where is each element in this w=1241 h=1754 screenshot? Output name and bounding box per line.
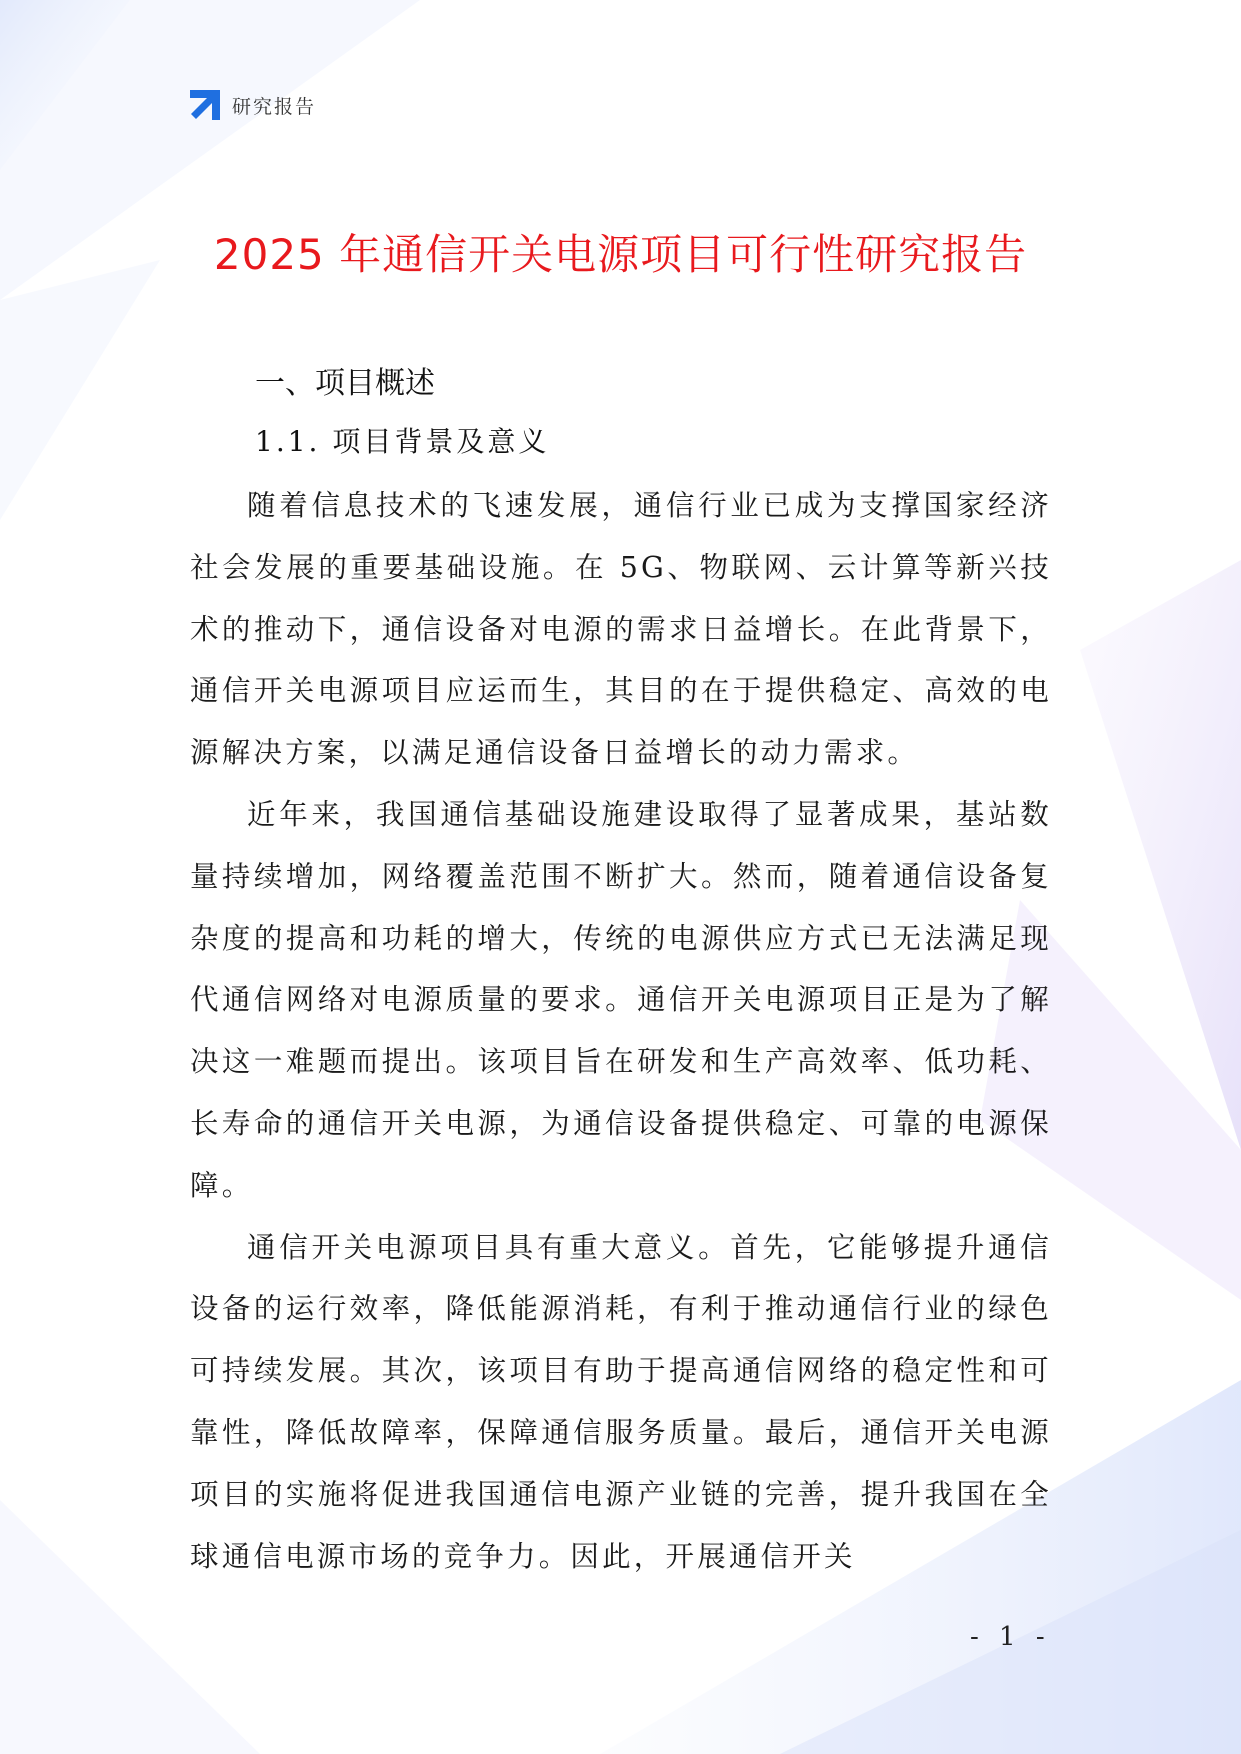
paragraph: 随着信息技术的飞速发展，通信行业已成为支撑国家经济社会发展的重要基础设施。在 5G、物联网、云计算等新兴技术的推动下，通信设备对电源的需求日益增长。在此背景下，通信开关电源项目应运而生，其目的在于提供稳定、高效的电源解决方案，以满足通信设备日益增长的动力需求。 (190, 489, 1052, 770)
subsection-heading: 1.1. 项目背景及意义 (255, 425, 550, 458)
document-title: 2025 年通信开关电源项目可行性研究报告 (213, 230, 1028, 279)
arrow-logo-icon (188, 88, 222, 122)
paragraph: 近年来，我国通信基础设施建设取得了显著成果，基站数量持续增加，网络覆盖范围不断扩大。然而，随着通信设备复杂度的提高和功耗的增大，传统的电源供应方式已无法满足现代通信网络对电源质量的要求。通信开关电源项目正是为了解决这一难题而提出。该项目旨在研发和生产高效率、低功耗、长寿命的通信开关电源，为通信设备提供稳定、可靠的电源保障。 (190, 797, 1052, 1202)
paragraph: 通信开关电源项目具有重大意义。首先，它能够提升通信设备的运行效率，降低能源消耗，有利于推动通信行业的绿色可持续发展。其次，该项目有助于提高通信网络的稳定性和可靠性，降低故障率，保障通信服务质量。最后，通信开关电源项目的实施将促进我国通信电源产业链的完善，提升我国在全球通信电源市场的竞争力。因此，开展通信开关 (190, 1230, 1052, 1573)
section-heading: 一、项目概述 (255, 366, 435, 401)
page-number: - 1 - (970, 1622, 1051, 1652)
body-text (190, 475, 1052, 1587)
header-label: 研究报告 (232, 96, 317, 118)
